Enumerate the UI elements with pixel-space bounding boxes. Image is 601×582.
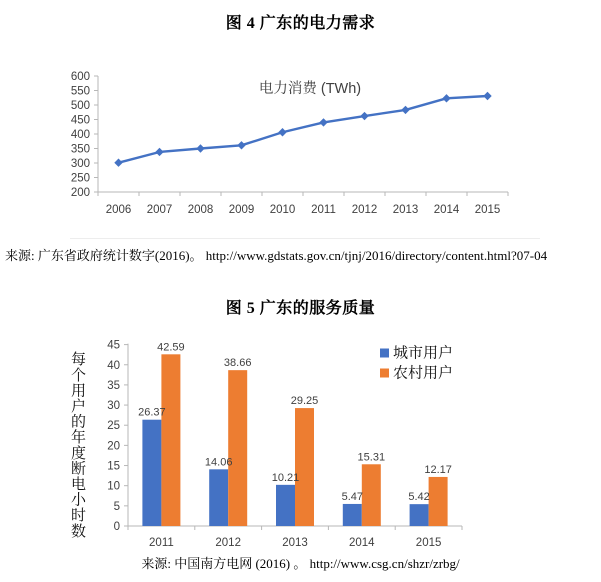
x-tick-label: 2015 [415,537,442,549]
y-tick-label: 15 [107,460,120,473]
bar-value-label: 29.25 [290,395,319,408]
y-tick-label: 35 [107,379,120,392]
x-tick-label: 2012 [351,204,378,216]
line-chart [0,55,601,233]
bar-城市用户 [343,504,362,526]
y-tick-label: 350 [70,143,90,156]
y-tick-label: 20 [107,440,120,453]
bar-value-label: 5.42 [408,491,430,504]
y-tick-label: 30 [107,400,120,413]
x-tick-label: 2015 [474,204,501,216]
diamond-marker [319,118,327,126]
y-tick-label: 400 [70,129,90,141]
diamond-marker [155,148,163,156]
y-tick-label: 600 [70,71,90,83]
y-tick-label: 550 [70,85,90,98]
bar-农村用户 [362,464,381,526]
bar-农村用户 [429,477,448,526]
y-tick-label: 250 [70,172,90,185]
legend-swatch [380,369,389,378]
diamond-marker [401,106,409,114]
diamond-marker [442,94,450,102]
y-tick-label: 300 [70,158,90,170]
y-tick-label: 450 [70,114,90,127]
x-tick-label: 2007 [146,204,173,216]
bar-chart-y-axis-label: 每个用户的年度断电小时数 [69,351,86,539]
figure4-title: 图 4 广东的电力需求 [225,15,376,32]
x-tick-label: 2013 [392,204,419,216]
y-tick-label: 200 [70,187,90,199]
bar-chart [0,330,601,553]
x-tick-label: 2013 [282,537,308,549]
bar-value-label: 42.59 [157,341,185,354]
bar-value-label: 15.31 [357,451,386,464]
diamond-marker [360,112,368,120]
x-tick-label: 2014 [349,537,375,549]
line-series [119,96,488,163]
x-tick-label: 2010 [269,204,296,216]
diamond-marker [196,144,204,152]
y-tick-label: 40 [107,359,120,372]
diamond-marker [237,141,245,149]
legend-swatch [380,349,389,358]
y-tick-label: 10 [107,480,120,493]
figure5-source: 来源: 中国南方电网 (2016) 。 http://www.csg.cn/shzr/zrbg/ [141,556,460,571]
bar-城市用户 [142,420,161,526]
x-tick-label: 2006 [105,204,132,216]
bar-城市用户 [410,504,429,526]
bar-value-label: 5.47 [341,490,364,503]
diamond-marker [114,159,122,167]
legend-label: 城市用户 [393,344,454,362]
bar-value-label: 12.17 [424,463,452,476]
bar-value-label: 26.37 [138,406,166,419]
x-tick-label: 2008 [187,204,214,216]
bar-农村用户 [228,370,247,526]
figure5-title: 图 5 广东的服务质量 [225,300,376,317]
x-tick-label: 2009 [228,204,255,216]
x-tick-label: 2014 [433,204,460,216]
chart-title: 电力消费 (TWh) [258,81,362,97]
bar-value-label: 10.21 [271,471,300,484]
legend-label: 农村用户 [393,364,454,382]
bar-农村用户 [161,354,180,526]
y-tick-label: 25 [107,420,120,433]
x-tick-label: 2012 [215,537,241,549]
x-tick-label: 2011 [311,204,336,216]
bar-value-label: 14.06 [204,456,233,469]
bar-城市用户 [209,469,228,526]
diamond-marker [483,92,491,100]
figure4-bottom-border [70,238,540,239]
bar-value-label: 38.66 [223,357,252,370]
diamond-marker [278,128,286,136]
y-tick-label: 45 [107,339,120,352]
bar-农村用户 [295,408,314,526]
y-tick-label: 500 [70,100,90,112]
y-tick-label: 0 [113,521,120,533]
y-tick-label: 5 [113,500,120,513]
bar-城市用户 [276,485,295,526]
figure4-source: 来源: 广东省政府统计数字(2016)。 http://www.gdstats.gov.cn/tjnj/2016/directory/content.html?07-04 [5,248,548,263]
x-tick-label: 2011 [149,537,174,549]
